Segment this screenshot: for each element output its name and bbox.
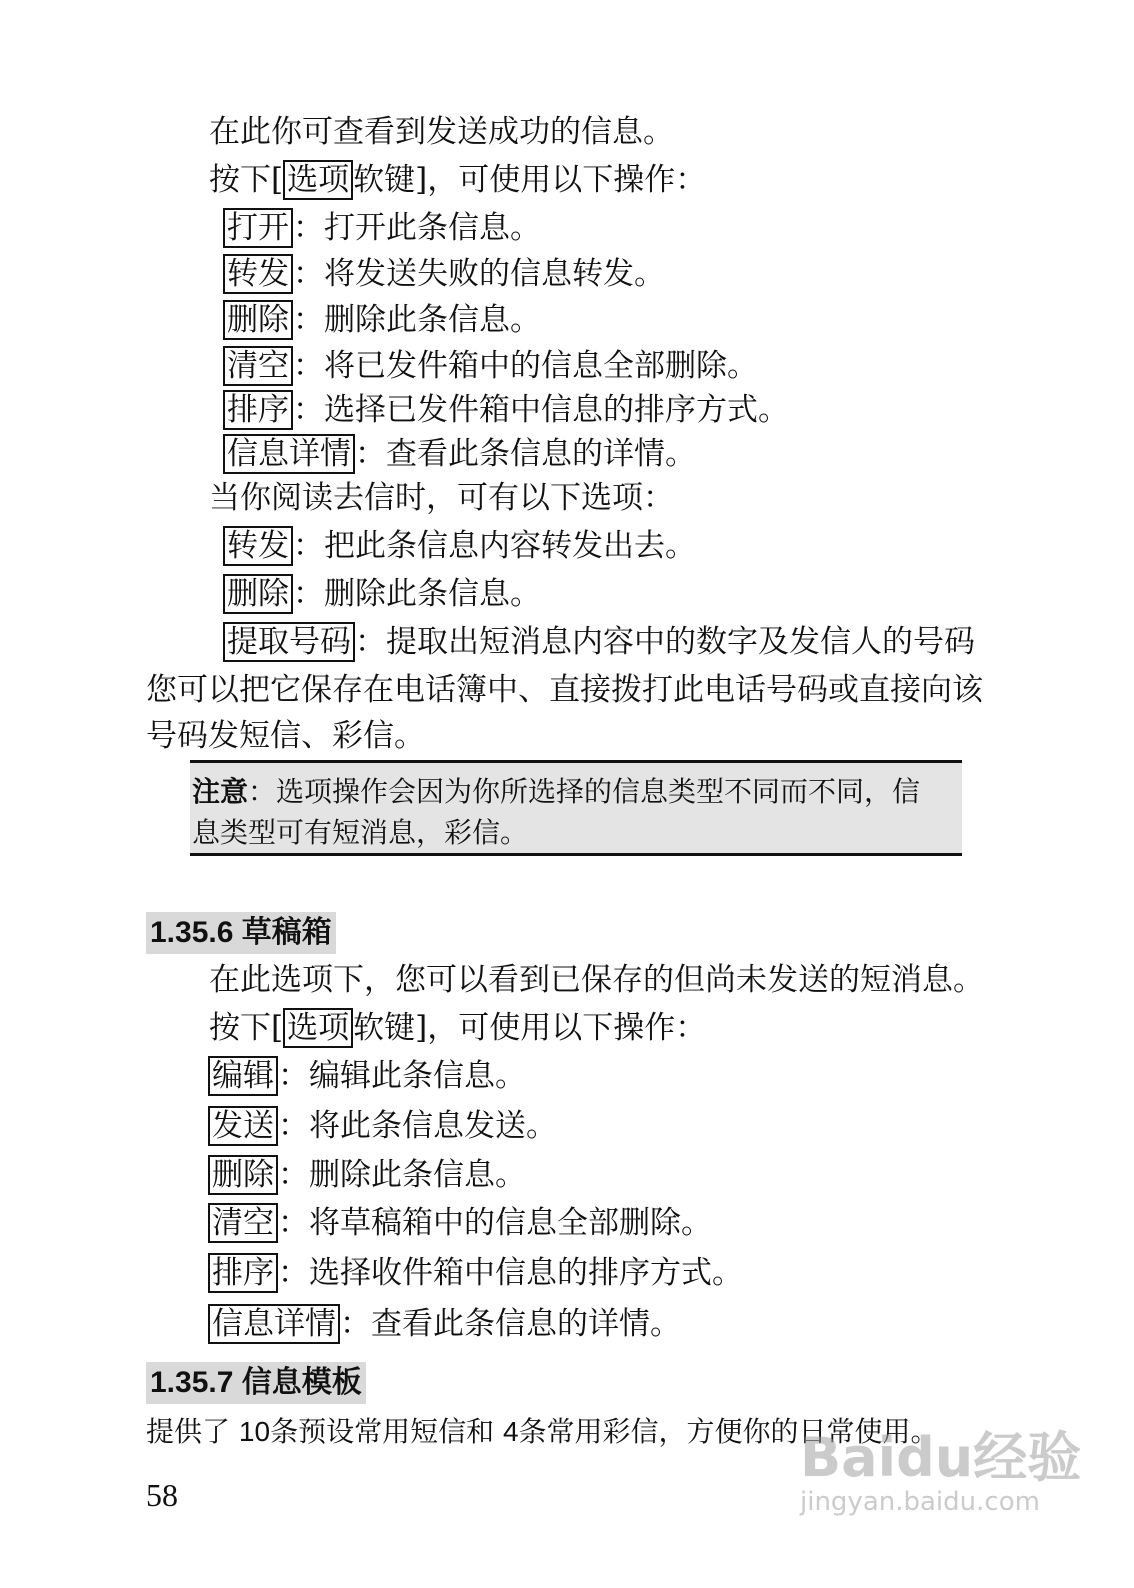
reading-intro: 当你阅读去信时，可有以下选项： <box>209 480 674 516</box>
outbox-option-forward <box>223 254 665 294</box>
templates-text-post: 条常用彩信，方便你的日常使用。 <box>518 1415 939 1448</box>
option-key: 信息详情 <box>208 1304 340 1344</box>
option-desc: ：编辑此条信息。 <box>278 1058 526 1094</box>
option-key: 编辑 <box>208 1056 278 1096</box>
option-key: 排序 <box>223 390 293 430</box>
option-key: 转发 <box>223 526 293 566</box>
option-desc: ：将此条信息发送。 <box>278 1108 557 1144</box>
drafts-option-details <box>208 1304 681 1344</box>
watermark-logo: Baidu经验 <box>800 1426 1082 1489</box>
continuation-line-1: 您可以把它保存在电话簿中、直接拨打此电话号码或直接向该 <box>146 672 983 708</box>
option-desc: ：删除此条信息。 <box>293 576 541 612</box>
press-suffix: 软键]，可使用以下操作： <box>353 162 707 198</box>
outbox-intro: 在此你可查看到发送成功的信息。 <box>209 114 674 150</box>
drafts-intro: 在此选项下，您可以看到已保存的但尚未发送的短消息。 <box>209 962 984 998</box>
watermark-url: jingyan.baidu.com <box>800 1487 1040 1517</box>
option-desc: ：将已发件箱中的信息全部删除。 <box>293 348 758 384</box>
reading-option-forward <box>223 526 696 566</box>
option-desc: ：打开此条信息。 <box>293 210 541 246</box>
option-key: 删除 <box>223 574 293 614</box>
drafts-option-delete <box>208 1155 526 1195</box>
note-line-2: 息类型可有短消息，彩信。 <box>192 816 529 849</box>
drafts-option-edit <box>208 1056 526 1096</box>
outbox-option-sort <box>223 390 789 430</box>
press-prefix: 按下[ <box>209 162 284 198</box>
outbox-option-details <box>223 434 696 474</box>
templates-num-mms: 4 <box>502 1416 519 1447</box>
note-box <box>190 760 962 856</box>
option-desc: ：删除此条信息。 <box>293 302 541 338</box>
note-text-1: ：选项操作会因为你所选择的信息类型不同而不同，信 <box>248 775 921 808</box>
continuation-line-2: 号码发短信、彩信。 <box>146 718 425 754</box>
option-key: 清空 <box>223 346 293 386</box>
reading-option-extract <box>223 622 975 662</box>
option-desc: ：把此条信息内容转发出去。 <box>293 528 696 564</box>
option-key: 删除 <box>208 1155 278 1195</box>
option-key: 排序 <box>208 1253 278 1293</box>
outbox-option-clear <box>223 346 758 386</box>
drafts-option-clear <box>208 1203 712 1243</box>
press-suffix: 软键]，可使用以下操作： <box>353 1010 707 1046</box>
templates-text-mid: 条预设常用短信和 <box>270 1415 503 1448</box>
option-key: 删除 <box>223 300 293 340</box>
section-heading-templates: 1.35.7 信息模板 <box>146 1362 366 1404</box>
drafts-option-sort <box>208 1253 743 1293</box>
softkey-options: 选项 <box>283 160 353 200</box>
option-desc: ：提取出短消息内容中的数字及发信人的号码 <box>355 624 975 660</box>
option-key: 转发 <box>223 254 293 294</box>
drafts-press-line <box>209 1008 706 1048</box>
outbox-press-line <box>209 160 706 200</box>
note-label: 注意 <box>192 775 249 808</box>
outbox-option-delete <box>223 300 541 340</box>
option-desc: ：查看此条信息的详情。 <box>355 436 696 472</box>
option-key: 清空 <box>208 1203 278 1243</box>
option-desc: ：将草稿箱中的信息全部删除。 <box>278 1205 712 1241</box>
option-desc: ：将发送失败的信息转发。 <box>293 256 665 292</box>
section-heading-drafts: 1.35.6 草稿箱 <box>146 912 336 954</box>
option-key: 信息详情 <box>223 434 355 474</box>
drafts-option-send <box>208 1106 557 1146</box>
option-desc: ：选择收件箱中信息的排序方式。 <box>278 1255 743 1291</box>
option-desc: ：查看此条信息的详情。 <box>340 1306 681 1342</box>
option-desc: ：删除此条信息。 <box>278 1157 526 1193</box>
page-number: 58 <box>146 1477 178 1513</box>
option-key: 打开 <box>223 208 293 248</box>
option-key: 发送 <box>208 1106 278 1146</box>
outbox-option-open <box>223 208 541 248</box>
option-key: 提取号码 <box>223 622 355 662</box>
press-prefix: 按下[ <box>209 1010 284 1046</box>
softkey-options: 选项 <box>283 1008 353 1048</box>
option-desc: ：选择已发件箱中信息的排序方式。 <box>293 392 789 428</box>
templates-num-sms: 10 <box>238 1416 271 1447</box>
note-line-1 <box>192 771 958 812</box>
reading-option-delete <box>223 574 541 614</box>
templates-text-pre: 提供了 <box>146 1415 239 1448</box>
